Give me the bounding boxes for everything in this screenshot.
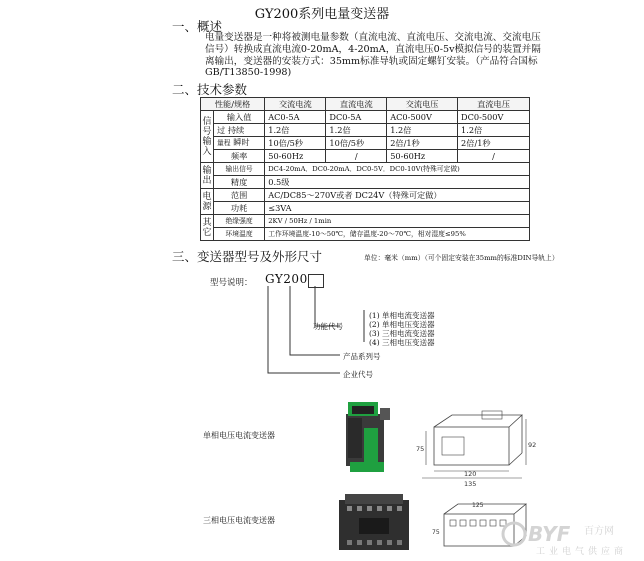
watermark-brand: BYF: [528, 522, 571, 546]
device-1-dimension-drawing: [412, 405, 537, 493]
cell: 50-60Hz: [265, 150, 326, 163]
cell: AC0-500V: [387, 111, 458, 124]
model-code: GY200: [265, 272, 308, 286]
function-code-label: 功能代号: [313, 322, 343, 331]
cell: 2倍/1秒: [458, 137, 530, 150]
cell: 1.2倍: [326, 124, 387, 137]
model-heading: 三、变送器型号及外形尺寸: [172, 249, 323, 264]
cell: 工作环境温度-10～50℃，储存温度-20～70℃，相对湿度≤95%: [265, 228, 530, 241]
device-2-photo: [335, 492, 413, 554]
table-row: [201, 202, 530, 215]
device-2-label: 三相电压电流变送器: [203, 516, 275, 525]
table-header-cell: 直流电压: [458, 98, 530, 111]
watermark-sub: 百方网: [584, 526, 614, 537]
cell: DC0-500V: [458, 111, 530, 124]
function-option: (2) 单相电压变送器: [369, 320, 435, 329]
row-label: 功耗: [214, 202, 265, 215]
cell: 1.2倍: [265, 124, 326, 137]
table-header-cell: 交流电压: [387, 98, 458, 111]
table-header-cell: 性能/规格: [201, 98, 265, 111]
cell: 10倍/5秒: [326, 137, 387, 150]
row-sub: 瞬时: [233, 137, 250, 147]
cell: 2KV / 50Hz / 1min: [265, 215, 530, 228]
row-label: 环境温度: [214, 228, 265, 241]
dim-height-label: 92: [528, 441, 537, 449]
table-row: [201, 163, 530, 176]
function-options: [369, 311, 435, 347]
table-row: [201, 176, 530, 189]
function-option: (3) 三相电流变送器: [369, 329, 435, 338]
overview-text: 电量变送器是一种将被测电量参数（直流电流、直流电压、交流电流、交流电压信号）转换成直流电流0-20mA，4-20mA，直流电压0-5v模拟信号的装置并隔离输出，变送器的安装方式：35mm标准导轨或固定螺钉安装。（产品符合国标GB/T13850-1998): [205, 32, 541, 79]
unit-note: 单位：毫米（mm）（可个固定安装在35mm的标准DIN导轨上）: [364, 254, 559, 262]
cell: 10倍/5秒: [265, 137, 326, 150]
device-1-label: 单相电压电流变送器: [203, 431, 275, 440]
watermark-tagline: 工业电气供应商: [536, 547, 628, 557]
table-row: [201, 111, 530, 124]
row-label: 范围: [214, 189, 265, 202]
dim-depth-label: 75: [432, 529, 440, 536]
row-label: [214, 137, 265, 150]
row-label: 输出信号: [214, 163, 265, 176]
device-1-photo: [340, 398, 400, 478]
cell: 1.2倍: [387, 124, 458, 137]
table-row: [201, 215, 530, 228]
row-sub: 持续: [227, 124, 245, 135]
model-connector-lines: [260, 286, 380, 381]
table-row: [201, 137, 530, 150]
cell: AC0-5A: [265, 111, 326, 124]
table-row: [201, 228, 530, 241]
table-row: [201, 124, 530, 137]
cell: ≤3VA: [265, 202, 530, 215]
overview-heading: 一、概述: [172, 19, 223, 34]
dim-depth-label: 75: [416, 445, 425, 453]
group-output: 输出: [201, 163, 214, 189]
cell: 2倍/1秒: [387, 137, 458, 150]
dim-length-label: 135: [464, 480, 477, 488]
table-header-cell: 直流电流: [326, 98, 387, 111]
table-header-cell: 交流电流: [265, 98, 326, 111]
table-row: [201, 189, 530, 202]
cell: DC4-20mA．DC0-20mA．DC0-5V．DC0-10V(特殊可定做): [265, 163, 530, 176]
row-label: [214, 124, 265, 137]
cell: AC/DC85～270V或者 DC24V（特殊可定做）: [265, 189, 530, 202]
dim-width-label: 125: [472, 502, 484, 509]
spec-table: [200, 97, 530, 241]
row-label: 频率: [214, 150, 265, 163]
group-other: 其它: [201, 215, 214, 241]
cell: 0.5级: [265, 176, 530, 189]
cell: 1.2倍: [458, 124, 530, 137]
page-title: GY200系列电量变送器: [254, 7, 390, 22]
row-label: 绝缘强度: [214, 215, 265, 228]
model-label: 型号说明：: [210, 278, 253, 288]
group-signal-input: 信号输入: [201, 111, 214, 163]
watermark-logo: [498, 520, 638, 558]
cell: /: [326, 150, 387, 163]
function-option: (4) 三相电压变送器: [369, 338, 435, 347]
row-prefix: 量程: [217, 139, 231, 147]
row-prefix: 过: [217, 124, 226, 135]
row-label: 输入值: [214, 111, 265, 124]
group-power: 电源: [201, 189, 214, 215]
cell: 50-60Hz: [387, 150, 458, 163]
cell: DC0-5A: [326, 111, 387, 124]
cell: /: [458, 150, 530, 163]
company-code-label: 企业代号: [343, 370, 373, 379]
series-code-label: 产品系列号: [343, 352, 381, 361]
table-header-row: [201, 98, 530, 111]
row-label: 精度: [214, 176, 265, 189]
table-row: [201, 150, 530, 163]
dim-width-label: 120: [464, 470, 477, 478]
specs-heading: 二、技术参数: [172, 82, 248, 97]
function-option: (1) 单相电流变送器: [369, 311, 435, 320]
